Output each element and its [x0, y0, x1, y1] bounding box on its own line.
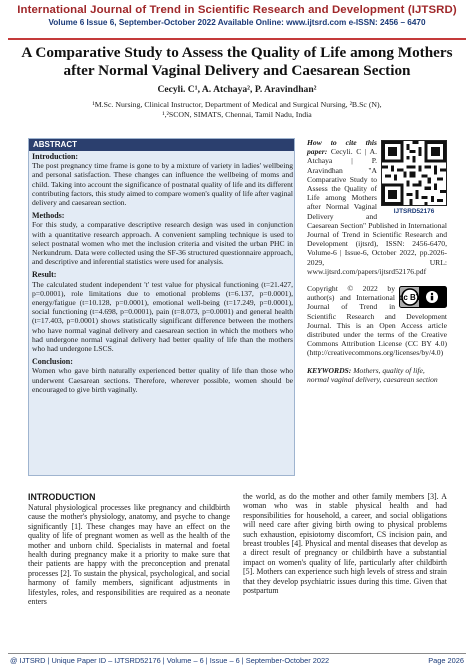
copyright-block: [307, 284, 447, 358]
abstract-methods-text: For this study, a comparative descriptive research design was used in conjunction with a quantitative research approach. A convenient sampling technique is used to select postnatal women who met the inclusion criteria and visited the urban PHC in Nerkundrum. Data were collected using the SF-36 structured questionnaire approach, and descriptive and inferential statistics were used for analysis.: [32, 220, 293, 267]
citation-sidebar: [307, 138, 447, 384]
introduction-right-column: the world, as do the mother and other family members [3]. A woman who was in stable physical health and had responsibilities for household, a career, and social obligations will need care after giving birth owing to physical problems such exhaustion, episiotomy discomfort, CS incision pain, and breast troubles [4]. Physical and mental diseases that develop as a direct result of pregnancy or childbirth have a substantial impact on women's quality of life, particularly after childbirth [5]. Mothers can experience such high levels of stress and strain that they develop psychiatric issues during this time. Given that postpartum: [243, 492, 447, 596]
author-list: Cecyli. C¹, A. Atchaya², P. Aravindhan²: [157, 84, 317, 95]
paper-title: A Comparative Study to Assess the Quality of Life among Mothers after Normal Vaginal Delivery and Caesarean Section: [21, 44, 453, 79]
keywords-text: Mothers, quality of life, normal vaginal delivery, caesarean section: [307, 365, 438, 384]
abstract-intro-heading: Introduction:: [32, 152, 79, 161]
journal-meta: Volume 6 Issue 6, September-October 2022 Available Online: www.ijtsrd.com e-ISSN: 2456 – 6470: [48, 18, 426, 27]
keywords-block: [307, 366, 447, 384]
keywords-label: KEYWORDS:: [307, 365, 352, 375]
abstract-result-text: The calculated student independent 't' test value for physical functioning (t=21.427, p=0.0001), role limitations due to emotional problems (t=6.137, p=0.0001), energy/fatigue (t=10.128, p=0.0001), emotional well-being (t=17.249, p=0.0001), social functioning (t=4.698, p=0.0001), pain (t=8.073, p=0.0001) and general health (t=17.403, p=0.0001) shows statistically significant difference between the mothers who have normal vaginal delivery and caesarean section in which the mothers who had undergone normal vaginal delivery had better quality of life than the mothers who had undergone LSCS.: [32, 279, 293, 354]
abstract-box: [28, 138, 295, 476]
journal-header: [0, 4, 474, 27]
abstract-intro-text: The post pregnancy time frame is gone to by a mixture of variety in ladies' wellbeing and personal satisfaction. These changes can influence the wellbeing of moms and child. Taking into account the significance of postnatal quality of life and its different contributing factors, this study aimed to compare women's quality of life after vaginal delivery and caesarean section.: [32, 161, 293, 208]
cc-license-badge[interactable]: [399, 286, 447, 308]
citation-block: [307, 138, 447, 276]
abstract-methods-heading: Methods:: [32, 211, 65, 221]
affiliation-line-1: ¹M.Sc. Nursing, Clinical Instructor, Department of Medical and Surgical Nursing, ²B.Sc (N),: [92, 100, 382, 109]
journal-title: International Journal of Trend in Scientific Research and Development (IJTSRD): [17, 4, 457, 16]
cc-badge-text: cc BY: [399, 293, 422, 303]
affiliations: [0, 100, 474, 120]
page-number: Page 2026: [428, 656, 464, 665]
affiliation-line-2: ¹,²SCON, SIMATS, Chennai, Tamil Nadu, India: [162, 110, 312, 119]
citation-text: Cecyli. C | A. Atchaya | P. Aravindhan "A Comparative Study to Assess the Quality of Life among Mothers after Normal Vaginal Delivery and Caesarean Section" Published in International Journal of Trend in Scientific Research and Development (ijtsrd), ISSN: 2456-6470, Volume-6 | Issue-6, October 2022, pp.2026-2029, URL: www.ijtsrd.com/papers/ijtsrd52176.pdf: [307, 147, 447, 276]
qr-block: [381, 140, 447, 216]
qr-code-label: IJTSRD52176: [393, 208, 435, 215]
footer-info: @ IJTSRD | Unique Paper ID – IJTSRD52176 | Volume – 6 | Issue – 6 | September-October 2022: [10, 656, 330, 665]
abstract-label: ABSTRACT: [29, 139, 294, 151]
abstract-result-heading: Result:: [32, 270, 57, 280]
abstract-conclusion-heading: Conclusion:: [32, 357, 73, 367]
abstract-conclusion-text: Women who gave birth naturally experienced better quality of life than those who underwent Caesarean sections. Therefore, wherever possible, women should be encouraged to give birth vaginally.: [32, 366, 293, 394]
qr-code-icon[interactable]: [381, 140, 447, 206]
introduction-heading: INTRODUCTION: [28, 492, 96, 502]
citation-label: How to cite this paper:: [307, 138, 377, 157]
header-divider: [8, 38, 466, 40]
abstract-content: [32, 152, 293, 394]
page-footer: [10, 656, 464, 668]
copyright-text: Copyright © 2022 by author(s) and International Journal of Trend in Scientific Research and Development Journal. This is an Open Access article distributed under the terms of the Creative Commons Attribution License (CC BY 4.0) (http://creativecommons.org/licenses/by/4.0): [307, 284, 447, 358]
introduction-left-column: Natural physiological processes like pregnancy and childbirth cause the mother's physiology, anatomy, and psyche to change significantly [1]. These changes may have an effect on the quality of life of pregnant women as well as the health of the mother and unborn child. Specialists in maternal and foetal health during pregnancy make it a priority to make sure that their patients are happy with the preconception and prenatal processes [2]. To sustain the physical, psychological, and social harmony of family members, significant adjustments in lifestyles, roles, and responsibilities are required as a neonate enters: [28, 503, 230, 607]
footer-divider: [8, 653, 466, 654]
